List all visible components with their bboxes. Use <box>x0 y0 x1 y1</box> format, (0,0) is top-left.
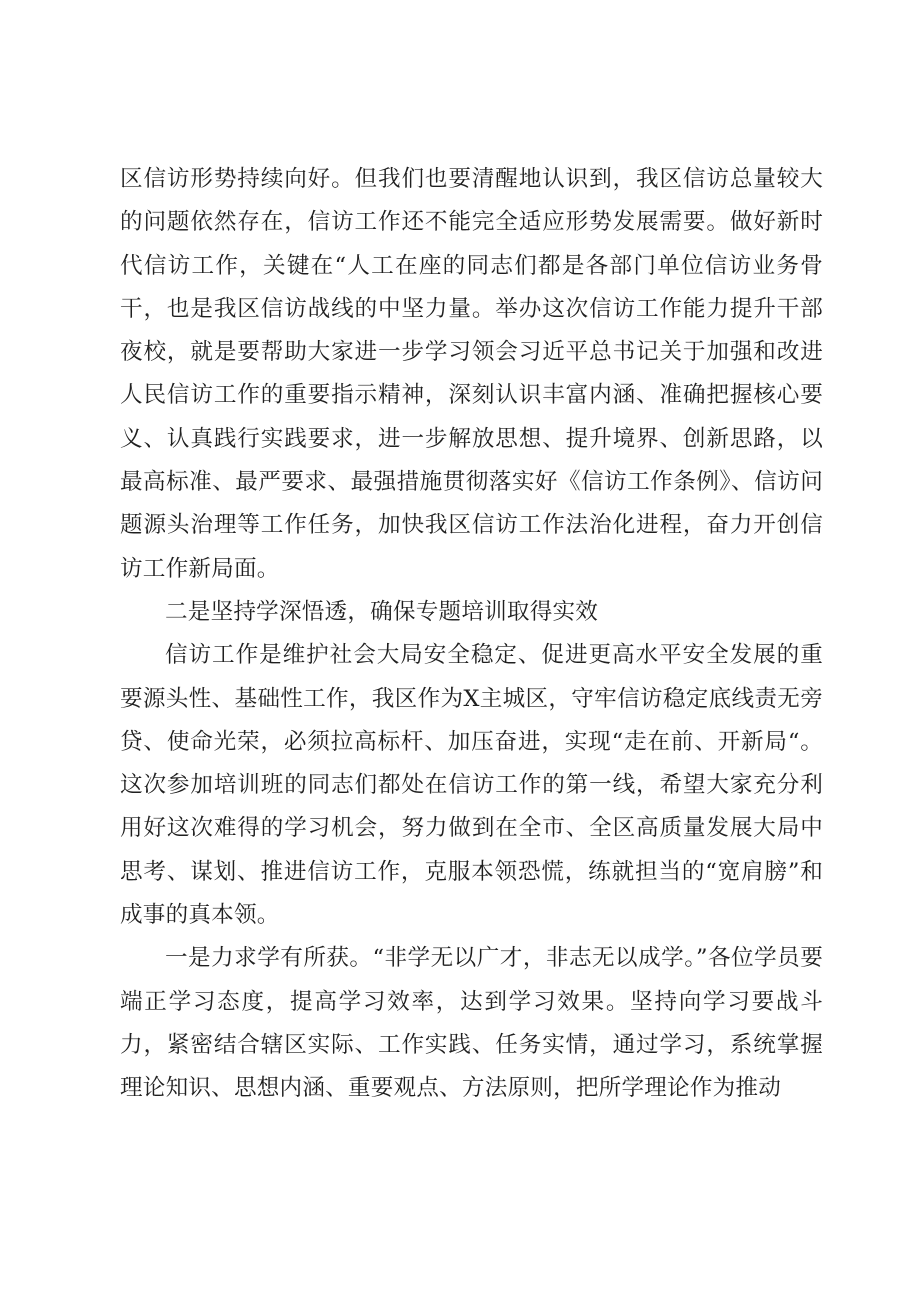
paragraph-continuation: 区信访形势持续向好。但我们也要清醒地认识到，我区信访总量较大的问题依然存在，信访工作还不能完全适应形势发展需要。做好新时代信访工作，关键在“人工在座的同志们都是各部门单位信访业务骨干，也是我区信访战线的中坚力量。举办这次信访工作能力提升干部夜校，就是要帮助大家进一步学习领会习近平总书记关于加强和改进人民信访工作的重要指示精神，深刻认识丰富内涵、准确把握核心要义、认真践行实践要求，进一步解放思想、提升境界、创新思路，以最高标准、最严要求、最强措施贯彻落实好《信访工作条例》、信访问题源头治理等工作任务，加快我区信访工作法治化进程，奋力开创信访工作新局面。 <box>120 166 823 582</box>
paragraph-body: 信访工作是维护社会大局安全稳定、促进更高水平安全发展的重要源头性、基础性工作，我区作为X主城区，守牢信访稳定底线责无旁贷、使命光荣，必须拉高标杆、加压奋进，实现“走在前、开新局“。这次参加培训班的同志们都处在信访工作的第一线，希望大家充分利用好这次难得的学习机会，努力做到在全市、全区高质量发展大局中思考、谋划、推进信访工作，克服本领恐慌，练就担当的“宽肩膀”和成事的真本领。 <box>120 642 823 929</box>
paragraph-body: 一是力求学有所获。“非学无以广才，非志无以成学。”各位学员要端正学习态度，提高学习效率，达到学习效果。坚持向学习要战斗力，紧密结合辖区实际、工作实践、任务实情，通过学习，系统掌握理论知识、思想内涵、重要观点、方法原则，把所学理论作为推动 <box>120 945 823 1102</box>
document-page <box>120 158 823 1111</box>
section-heading: 二是坚持学深悟透，确保专题培训取得实效 <box>165 598 599 625</box>
